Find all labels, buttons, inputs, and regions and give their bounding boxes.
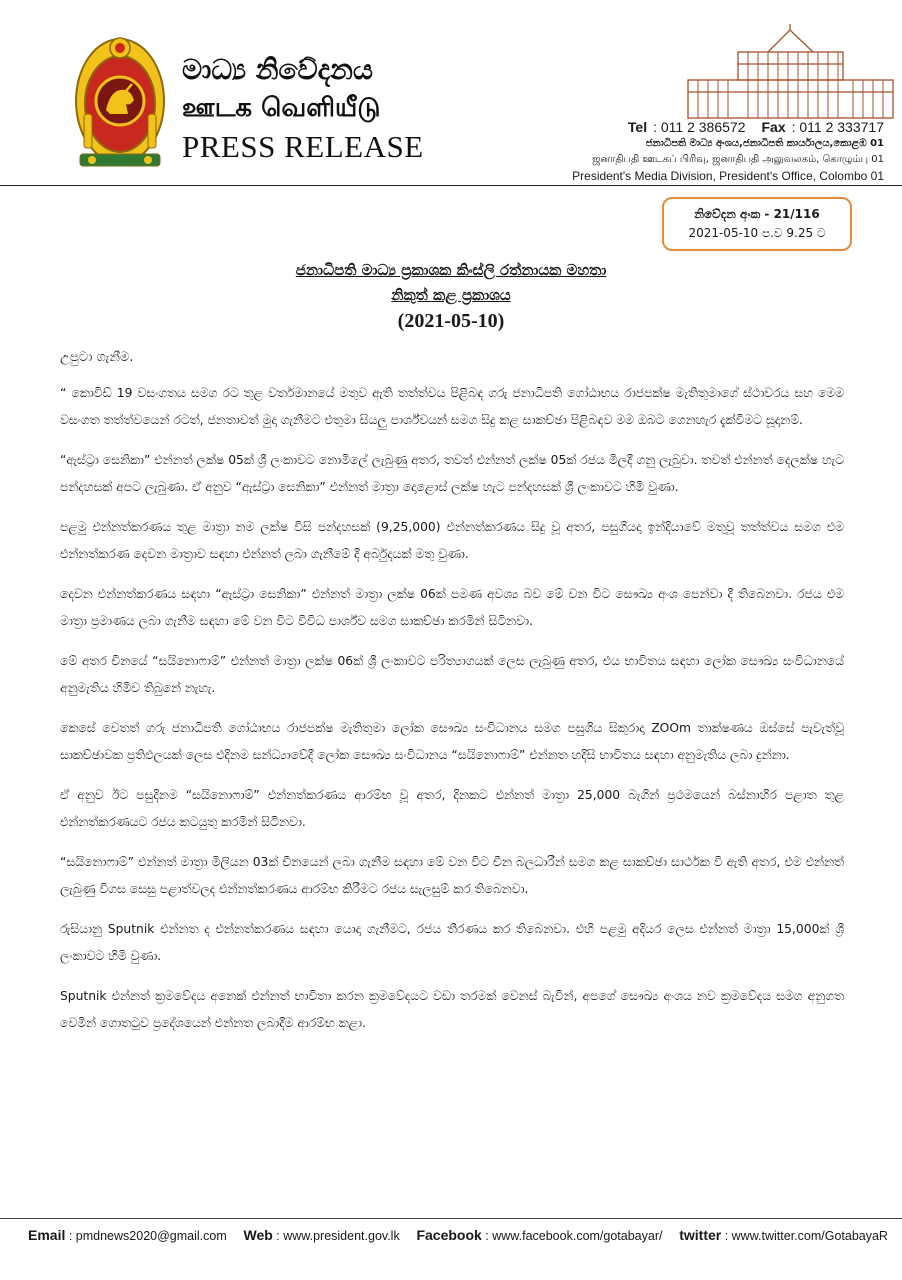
facebook-label: Facebook bbox=[416, 1227, 482, 1243]
contact-block bbox=[544, 118, 884, 184]
phone-fax-line bbox=[544, 118, 884, 136]
email-label: Email bbox=[28, 1227, 66, 1243]
header-titles bbox=[182, 52, 452, 166]
paragraph: පළමු එන්නත්කරණය තුළ මාත්‍රා නම ලක්ෂ විසි පන්දහසක් (9,25,000) එන්නත්කරණය සිදු වූ අතර, පසුගියදා ඉන්දියාවේ මතුවූ තත්ත්වය සමග එම එන්නත්කරණ දෙවන මාත්‍රාව සඳහා එන්නත් ලබා ගැනීමේ දී අර්බුදයක් මතු වුණා. bbox=[60, 520, 844, 561]
release-body bbox=[60, 348, 844, 1050]
reference-box bbox=[662, 197, 852, 251]
address-english: President's Media Division, President's Office, Colombo 01 bbox=[572, 169, 884, 183]
paragraph: කෙසේ වෙතත් ගරු ජනාධිපති ගෝඨාභය රාජපක්ෂ මැතිතුමා ලෝක සෞඛ්‍ය සංවිධානය සමග පසුගිය සිකුරාදා ZOOm තාක්ෂණය ඔස්සේ පැවැත්වූ සාකච්ඡාවක ප්‍රතිඵලයක් ලෙස එදිනම සන්ධ්‍යාවේදී ලෝක සෞඛ්‍ය සංවිධානය “සයිනොෆාම්” එන්නත හදිසි භාවිතය සඳහා අනුමැතිය ලබා දුන්නා. bbox=[60, 721, 844, 762]
facebook-link[interactable]: : www.facebook.com/gotabayar/ bbox=[485, 1229, 663, 1243]
national-emblem-icon bbox=[70, 26, 170, 176]
paragraph: “ කොවිඩ් 19 වසංගතය සමග රට තුළ වර්තමානයේ මතුව ඇති තත්ත්වය පිළිබඳ ගරු ජනාධිපති ගෝඨාභය රාජපක්ෂ මැතිතුමාගේ ස්ථාවරය සහ මෙම වසංගත තත්ත්වයෙන් රටත්, ජනතාවත් මුදා ගැනීමට එතුමා සියලු පාර්ශ්වයන් සමග සිදු කළ සාකච්ඡා පිළිබඳව මම ඔබට ගෙනහැර දැක්වීමට සූදානම්. bbox=[60, 386, 844, 427]
reference-datetime: 2021-05-10 ප.ව 9.25 ට bbox=[688, 226, 826, 240]
paragraph: රුසියානු Sputnik එන්නත ද එන්නත්කරණය සඳහා යොදා ගැනීමට, රජය තීරණය කර තිබෙනවා. එහි පළමු අදියර ලෙස එන්නත් මාත්‍රා 15,000ක් ශ්‍රී ලංකාවට හිමි වුණා. bbox=[60, 922, 844, 963]
fax-label: Fax bbox=[761, 119, 786, 135]
footer-web bbox=[243, 1227, 399, 1243]
tel-label: Tel bbox=[627, 119, 648, 135]
footer-divider bbox=[0, 1218, 902, 1219]
title-line-1: ජනාධිපති මාධ්‍ය ප්‍රකාශක කිංස්ලි රත්නායක මහතා bbox=[295, 261, 607, 279]
paragraph: දෙවන එන්නත්කරණය සඳහා “ඇස්ට්‍රා සෙනිකා” එන්නත් මාත්‍රා ලක්ෂ 06ක් පමණ අවශ්‍ය බව මේ වන විට සෞඛ්‍ය අංශ පෙන්වා දී තිබෙනවා. රජය එම මාත්‍රා ප්‍රමාණය ලබා ගැනීම සඳහා මේ වන විට විවිධ පාර්ශ්ව සමග සාකච්ඡා කරමින් සිටිනවා. bbox=[60, 587, 844, 628]
footer-facebook bbox=[416, 1227, 662, 1243]
presidential-office-building-icon bbox=[683, 22, 898, 122]
paragraph: “සයිනොෆාම්” එන්නත් මාත්‍රා මිලියන 03ක් චීනයෙන් ලබා ගැනීම සඳහා මේ වන විට චීන බලධාරීන් සමග කළ සාකච්ඡා සාර්ථක වී ඇති අතර, එම එන්නත් ලැබුණු විගස සෙසු පළාත්වලද එන්නත්කරණය ආරම්භ කිරීමට රජය සැලසුම් කර තිබෙනවා. bbox=[60, 855, 844, 896]
fax-value: : 011 2 333717 bbox=[791, 119, 884, 135]
address-tamil: ஜனாதிபதி ஊடகப் பிரிவு, ஜனாதிபதி அலுவலகம், கொழும்பு 01 bbox=[592, 154, 884, 165]
header-divider bbox=[0, 185, 902, 186]
title-date: (2021-05-10) bbox=[397, 310, 505, 332]
title-sinhala: මාධ්‍ය නිවේදනය bbox=[182, 53, 373, 86]
title-tamil: ஊடக வெளியீடு bbox=[182, 93, 381, 123]
footer-email bbox=[28, 1227, 227, 1243]
web-link[interactable]: : www.president.gov.lk bbox=[276, 1229, 400, 1243]
paragraph: ඒ අනුව ඊට පසුදිනම “සයිනොෆාම්” එන්නත්කරණය ආරම්භ වූ අතර, දිනකට එන්නත් මාත්‍රා 25,000 බැගින් ප්‍රථමයෙන් බස්නාහිර පළාත තුළ එන්නත්කරණයට රජය කටයුතු කරමින් සිටිනවා. bbox=[60, 788, 844, 829]
tel-value: : 011 2 386572 bbox=[653, 119, 746, 135]
paragraph: Sputnik එන්නත් ක්‍රමවේදය අනෙක් එන්නත් භාවිතා කරන ක්‍රමවේදයට වඩා තරමක් වෙනස් බැවින්, අපගේ සෞඛ්‍ය අංශය නව ක්‍රමවේදය සමග අනුගත වෙමින් ගොතටුව ප්‍රදේශයෙන් එන්නත ලබාදීම ආරම්භ කළා. bbox=[60, 989, 844, 1030]
web-label: Web bbox=[243, 1227, 273, 1243]
greeting: උපුටා ගැනීම. bbox=[60, 350, 134, 365]
twitter-label: twitter bbox=[679, 1227, 722, 1243]
paragraph: මේ අතර චීනයේ “සයිනොෆාම්” එන්නත් මාත්‍රා ලක්ෂ 06ක් ශ්‍රී ලංකාවට පරිත්‍යාගයක් ලෙස ලැබුණු අතර, එය භාවිතය සඳහා ලෝක සෞඛ්‍ය සංවිධානයේ අනුමැතිය හිමිව තිබුනේ නැහැ. bbox=[60, 654, 844, 695]
title-english: PRESS RELEASE bbox=[182, 129, 424, 164]
reference-number: නිවේදන අංක - 21/116 bbox=[694, 207, 820, 221]
footer bbox=[28, 1227, 888, 1243]
release-title bbox=[0, 258, 902, 334]
footer-twitter bbox=[679, 1227, 888, 1243]
paragraph: “ඇස්ට්‍රා සෙනිකා” එන්නත් ලක්ෂ 05ක් ශ්‍රී ලංකාවට නොමිලේ ලැබුණු අතර, තවත් එන්නත් ලක්ෂ 05ක් රජය මිලදී ගනු ලැබුවා. තවත් එන්නත් දෙලක්ෂ හැට පන්දහසක් අපට ලැබුණා. ඒ අනුව “ඇස්ට්‍රා සෙනිකා” එන්නත් මාත්‍රා දොළොස් ලක්ෂ හැට පන්දහසක් ශ්‍රී ලංකාවට හිමි වුණා. bbox=[60, 453, 844, 494]
address-sinhala: ජනාධිපති මාධ්‍ය අංශය,ජනාධිපති කාර්යාලය,කොළඹ 01 bbox=[645, 138, 884, 149]
email-link[interactable]: : pmdnews2020@gmail.com bbox=[68, 1229, 227, 1243]
twitter-link[interactable]: : www.twitter.com/GotabayaR bbox=[724, 1229, 888, 1243]
title-line-2: නිකුත් කළ ප්‍රකාශය bbox=[391, 286, 511, 304]
